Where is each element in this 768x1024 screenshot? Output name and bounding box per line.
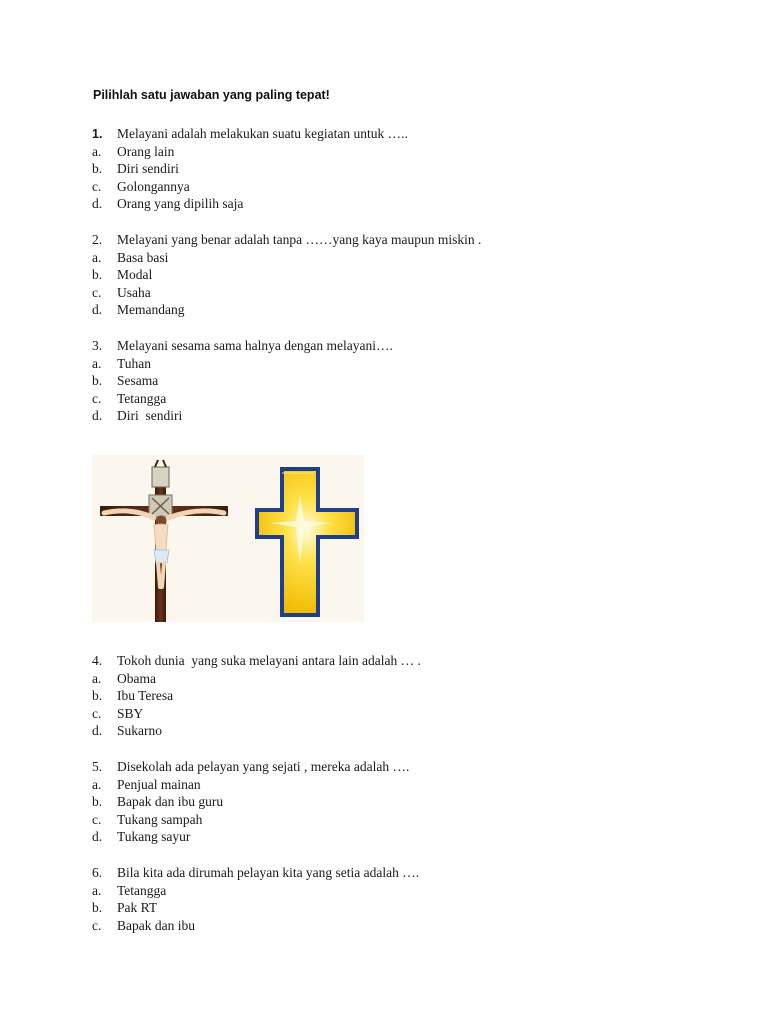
question-text: Bila kita ada dirumah pelayan kita yang setia adalah …. — [117, 865, 420, 880]
question-text: Melayani adalah melakukan suatu kegiatan untuk ….. — [117, 126, 408, 141]
option-a: a. Basa basi — [92, 249, 169, 265]
option-b: b. Modal — [92, 267, 153, 283]
question-6 — [92, 864, 652, 934]
option-d: d. Sukarno — [92, 723, 162, 739]
question-number: 1. — [92, 127, 103, 141]
question-stem — [92, 758, 652, 776]
question-text: Melayani sesama sama halnya dengan melayani…. — [117, 338, 393, 353]
question-number: 5. — [92, 759, 103, 774]
option-c: c. Usaha — [92, 284, 151, 300]
option-a: a. Tuhan — [92, 355, 152, 371]
crucifix-icon — [100, 460, 228, 622]
question-number: 6. — [92, 865, 103, 880]
question-stem — [92, 231, 652, 249]
option-a: a. Tetangga — [92, 882, 167, 898]
instruction-heading: Pilihlah satu jawaban yang paling tepat! — [93, 88, 330, 102]
option-c: c. Tukang sampah — [92, 811, 203, 827]
question-text: Tokoh dunia yang suka melayani antara lain adalah … . — [117, 653, 421, 668]
question-text: Melayani yang benar adalah tanpa ……yang kaya maupun miskin . — [117, 232, 482, 247]
question-3 — [92, 337, 652, 425]
question-text: Disekolah ada pelayan yang sejati , mereka adalah …. — [117, 759, 410, 774]
question-stem — [92, 652, 652, 670]
question-number: 4. — [92, 653, 103, 668]
option-a: a. Penjual mainan — [92, 776, 201, 792]
golden-cross-icon — [257, 469, 357, 615]
option-c: c. Tetangga — [92, 390, 167, 406]
question-1 — [92, 125, 652, 213]
option-c: c. SBY — [92, 705, 144, 721]
question-number: 3. — [92, 338, 103, 353]
question-number: 2. — [92, 232, 103, 247]
option-b: b. Ibu Teresa — [92, 688, 174, 704]
option-d: d. Tukang sayur — [92, 829, 191, 845]
question-stem — [92, 125, 652, 143]
option-d: d. Memandang — [92, 302, 185, 318]
question-2 — [92, 231, 652, 319]
option-a: a. Orang lain — [92, 143, 175, 159]
cross-illustration — [92, 455, 364, 622]
option-c: c. Bapak dan ibu — [92, 917, 195, 933]
option-d: d. Diri sendiri — [92, 408, 183, 424]
question-4 — [92, 652, 652, 740]
option-b: b. Diri sendiri — [92, 161, 179, 177]
question-stem — [92, 864, 652, 882]
question-5 — [92, 758, 652, 846]
option-a: a. Obama — [92, 670, 156, 686]
option-b: b. Bapak dan ibu guru — [92, 794, 224, 810]
option-b: b. Sesama — [92, 373, 159, 389]
question-stem — [92, 337, 652, 355]
option-d: d. Orang yang dipilih saja — [92, 196, 244, 212]
option-c: c. Golongannya — [92, 178, 190, 194]
option-b: b. Pak RT — [92, 900, 158, 916]
